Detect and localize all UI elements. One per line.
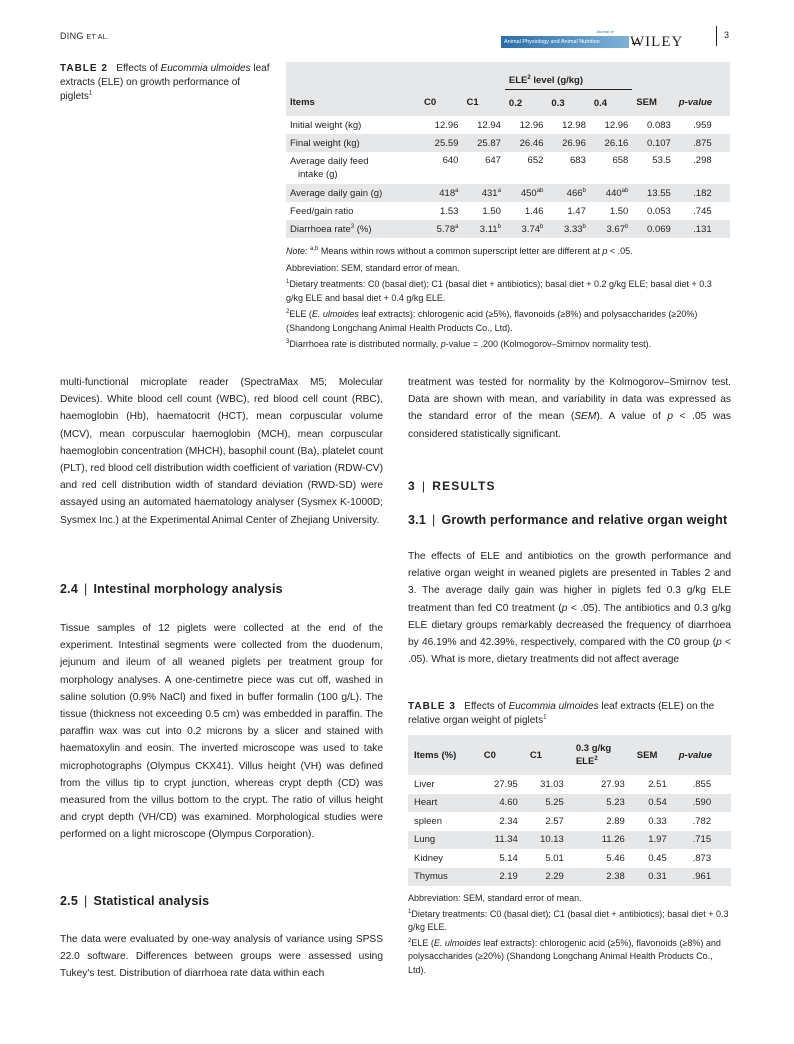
table-row xyxy=(286,184,730,202)
table2-col-header: 0.2 xyxy=(505,90,547,117)
section-title: Growth performance and relative organ weight xyxy=(441,513,728,527)
table-row xyxy=(286,116,730,134)
table3-caption xyxy=(408,700,731,728)
section-3-heading xyxy=(408,479,496,493)
table3-footnote-1 xyxy=(408,908,731,935)
note-end: < .05. xyxy=(607,246,633,256)
row-label: Liver xyxy=(414,778,435,790)
publisher-logo: WILEY xyxy=(630,34,684,50)
section-bar: | xyxy=(431,513,436,527)
text: < .05). What is more, dietary treatments did not affect average xyxy=(408,637,731,666)
section-bar: | xyxy=(83,894,88,908)
author-suffix: ET AL. xyxy=(86,34,110,41)
row-label: Average daily gain (g) xyxy=(286,184,420,202)
cell: 652 xyxy=(527,155,544,166)
table3-col-header: SEM xyxy=(631,735,673,775)
cell: 31.03 xyxy=(540,778,564,790)
cell: 11.26 xyxy=(570,831,631,850)
running-head-author xyxy=(60,31,109,41)
cell-sup: b xyxy=(582,187,586,194)
table2-abbrev: Abbreviation: SEM, standard error of mean. xyxy=(286,262,460,273)
table2 xyxy=(286,62,730,238)
table2-caption xyxy=(60,62,270,104)
header-line1: 0.3 g/kg xyxy=(575,743,612,754)
cell-value: 418 xyxy=(439,187,456,199)
row-label: Initial weight (kg) xyxy=(290,119,362,131)
table2-col-header: 0.4 xyxy=(590,90,632,117)
cell xyxy=(590,184,632,202)
cell: 647 xyxy=(485,155,501,166)
table-row xyxy=(408,868,731,887)
table-row xyxy=(286,220,730,238)
pvalue-header: p-value xyxy=(678,749,712,761)
fn-mark: 3 xyxy=(286,339,290,345)
section-2-5-heading xyxy=(60,894,209,908)
cell xyxy=(547,220,589,238)
table-row xyxy=(286,134,730,152)
cell: 5.25 xyxy=(524,794,570,813)
cell: 0.33 xyxy=(648,815,667,827)
table-row xyxy=(408,794,731,813)
cell: 0.083 xyxy=(647,119,671,131)
table3-caption-sup: 1 xyxy=(543,714,547,721)
cell: .745 xyxy=(693,205,712,217)
table-row xyxy=(286,152,730,184)
table2-caption-sup: 1 xyxy=(88,90,93,97)
table2-footnote-1 xyxy=(286,278,730,305)
cell: 11.34 xyxy=(478,831,524,850)
cell: 2.19 xyxy=(478,868,524,887)
cell: 26.46 xyxy=(505,134,547,152)
cell xyxy=(420,184,462,202)
cell: 12.96 xyxy=(604,119,629,131)
row-label xyxy=(286,220,420,238)
cell: 0.107 xyxy=(632,134,674,152)
cell-sup: b xyxy=(540,223,544,230)
fn2-pre: ELE ( xyxy=(289,309,312,319)
text-italic: p xyxy=(667,411,674,423)
journal-small-label: Journal of xyxy=(596,29,614,34)
table-row xyxy=(408,775,731,794)
cell: 1.47 xyxy=(567,205,586,217)
row-label: spleen xyxy=(414,815,442,827)
cell-value: 3.67 xyxy=(606,223,625,235)
table3-abbrev: Abbreviation: SEM, standard error of mean. xyxy=(408,893,582,903)
fn-mark: 2 xyxy=(408,937,412,944)
cell: 2.29 xyxy=(524,868,570,887)
cell: 5.01 xyxy=(545,852,564,864)
fn-mark: 1 xyxy=(408,908,412,915)
cell xyxy=(547,184,589,202)
cell-value: 3.74 xyxy=(521,223,541,235)
cell: 2.38 xyxy=(570,868,631,887)
table2-col-header: C0 xyxy=(420,90,462,117)
cell: 2.34 xyxy=(499,815,518,827)
row-label: Feed/gain ratio xyxy=(290,205,354,217)
row-label-sup: 3 xyxy=(350,223,355,230)
text: The effects of ELE and antibiotics on the growth performance and relative organ weight in weaned piglets are presented in Tables 2 and 3. The average daily gain was higher in piglets fed 0.3 g/kg ELE treatment than fed C0 treatment ( xyxy=(408,551,731,614)
cell-sup: a xyxy=(455,187,459,194)
text-italic: p xyxy=(716,637,722,649)
pvalue-header: p-value xyxy=(678,97,713,109)
group-header-sup: 2 xyxy=(527,74,531,81)
fn1-text: Dietary treatments: C0 (basal diet); C1 (basal diet + antibiotics); basal diet + 0.3 g/kg ELE. xyxy=(408,908,729,932)
text-italic: p xyxy=(561,602,568,614)
table2-col-header: 0.3 xyxy=(547,90,589,117)
section-title: Intestinal morphology analysis xyxy=(93,582,283,596)
cell: 27.93 xyxy=(601,778,625,790)
text: < .05). The antibiotics and 0.3 g/kg ELE dietary groups remarkably decreased the frequency of diarrhoea by 46.19% and 42.39%, respectively, compared with the C0 group ( xyxy=(408,602,732,649)
cell: 683 xyxy=(570,155,586,166)
table-row xyxy=(408,812,731,831)
cell: 26.16 xyxy=(590,134,632,152)
fn2-italic: E. ulmoides xyxy=(311,309,359,319)
fn2-pre: ELE ( xyxy=(411,937,434,948)
cell xyxy=(505,184,547,202)
text: ). A value of xyxy=(596,411,668,423)
row-label: Thymus xyxy=(408,868,478,887)
left-para-2: Tissue samples of 12 piglets were collected at the end of the experiment. Intestinal segments were collected from the duodenum, jejunum and ileum of all weaned piglets per treatment group for morphology analyses. A one-centimetre piece was cut off, washed in saline solution (0.9% NaCl) and fixed in buffer formalin (100 g/L). The tissue (thickness not exceeding 0.5 cm) was embedded in paraffin. The paraffin wax was cut into 0.2 microns by a slicer and stained with haematoxylin and eosin. The inverted microscope was used to take microphotographs (Olympus CKX41). Villus height (VH) was defined from the villus tip to crypt junction, whereas crypt depth (CD) was measured from the villus bottom to the crypt. The ratio of villus height and crypt depth (VH/CD) was examined. Morphological studies were performed on a light microscope (Olympus Corporation). xyxy=(60,623,383,841)
cell: .873 xyxy=(692,852,712,864)
table2-empty-head xyxy=(632,62,674,90)
cell-value: 431 xyxy=(481,187,498,199)
cell-value: 3.11 xyxy=(479,223,498,235)
table2-empty-head xyxy=(420,62,462,90)
left-para-1: multi-functional microplate reader (SpectraMax M5; Molecular Devices). White blood cell count (WBC), red blood cell count (RBC), haemoglobin (Hb), haematocrit (HCT), mean corpuscular volume (MCV), mean corpuscular haemoglobin (MCH), mean corpuscular haemoglobin concentration (MHCH), basophil count (Ba), platelet count (PLT), red blood cell distribution width coefficient of variation (RDW-CV) and red cell distribution width of standard deviation (RWD-SD) were assayed using an automated haematology analyser (Sysmex K-1000D; Sysmex Inc.) at the Experimental Animal Center of Zhejiang University. xyxy=(60,377,383,526)
right-para-2 xyxy=(408,548,731,668)
journal-badge[interactable]: Animal Physiology and Animal Nutrition xyxy=(501,36,629,48)
cell-sup: a xyxy=(455,223,459,230)
row-label-text: Diarrhoea rate xyxy=(290,223,351,235)
row-label-line1: Average daily feed xyxy=(290,156,369,167)
table2-label: TABLE 2 xyxy=(60,63,108,74)
table2-note xyxy=(286,245,730,259)
cell: 10.13 xyxy=(524,831,570,850)
cell: 5.46 xyxy=(606,852,625,864)
cell-sup: ab xyxy=(621,187,629,194)
cell: .959 xyxy=(693,119,712,131)
cell xyxy=(462,220,504,238)
cell: 658 xyxy=(612,155,629,166)
cell-value: 440 xyxy=(605,187,622,199)
fn2-post: leaf extracts): chlorogenic acid (≥5%), flavonoids (≥8%) and polysaccharides (≥20%) (Shandong Longchang Animal Health Products Co., Ltd). xyxy=(286,309,698,333)
table3-notes xyxy=(408,892,731,977)
note-p: p xyxy=(602,246,608,256)
fn3-italic: p xyxy=(440,339,446,349)
cell-sup: b xyxy=(497,223,501,230)
table2-col-header: Items xyxy=(286,90,420,117)
cell: 2.57 xyxy=(545,815,564,827)
cell-value: 3.33 xyxy=(564,223,583,235)
fn3-post: -value = .200 (Kolmogorov–Smirnov normality test). xyxy=(445,339,652,349)
cell: 12.96 xyxy=(434,119,459,131)
cell: .782 xyxy=(692,815,712,827)
table3-col-header xyxy=(570,735,631,775)
table3-footnote-2 xyxy=(408,937,731,978)
fn1-text: Dietary treatments: C0 (basal diet); C1 (basal diet + antibiotics); basal diet + 0.2 g/kg ELE; basal diet + 0.3 g/kg ELE and basal diet + 0.4 g/kg ELE. xyxy=(286,279,712,303)
table3-caption-post: leaf extracts (ELE) on the relative organ weight of piglets xyxy=(408,701,715,726)
cell-sup: ab xyxy=(536,187,544,194)
table2-empty-head xyxy=(462,62,504,90)
cell: 12.98 xyxy=(562,119,586,131)
page-number: 3 xyxy=(724,30,730,40)
table2-empty-head xyxy=(286,62,420,90)
header-line2: ELE xyxy=(575,756,595,767)
table3-col-header xyxy=(673,735,731,775)
table3-col-header: Items (%) xyxy=(408,735,478,775)
table3-caption-pre: Effects of xyxy=(464,701,509,712)
table2-caption-italic: Eucommia ulmoides xyxy=(160,63,251,74)
cell: .182 xyxy=(675,184,730,202)
section-title: Statistical analysis xyxy=(93,894,210,908)
section-2-4-heading xyxy=(60,582,283,596)
cell: .855 xyxy=(692,778,712,790)
fn2-italic: E. ulmoides xyxy=(433,937,481,948)
cell: 5.14 xyxy=(499,852,518,864)
cell: 2.51 xyxy=(648,778,667,790)
row-label-unit: (%) xyxy=(354,223,372,235)
table2-col-header xyxy=(675,90,730,117)
text: < .05 was considered statistically significant. xyxy=(408,411,731,440)
fn-mark: 2 xyxy=(286,309,290,315)
header-divider xyxy=(716,26,717,46)
cell xyxy=(420,220,462,238)
fn3-pre: Diarrhoea rate is distributed normally, xyxy=(289,339,441,349)
fn2-post: leaf extracts): chlorogenic acid (≥5%), flavonoids (≥8%) and polysaccharides (≥20%) (Shandong Longchang Animal Health Products Co., Ltd). xyxy=(408,937,721,975)
cell: 0.069 xyxy=(632,220,674,238)
cell: 12.94 xyxy=(477,119,501,131)
section-number: 3 xyxy=(408,479,416,493)
table3-col-header: C1 xyxy=(524,735,570,775)
cell-value: 466 xyxy=(566,187,583,199)
cell xyxy=(505,220,547,238)
cell: 1.46 xyxy=(524,205,544,217)
note-label: Note: xyxy=(286,246,308,256)
cell-sup: a xyxy=(497,187,501,194)
section-number: 2.5 xyxy=(60,894,78,908)
cell: 0.54 xyxy=(631,794,673,813)
table2-col-header: SEM xyxy=(632,90,674,117)
table2-notes xyxy=(286,245,730,352)
table3-col-header: C0 xyxy=(478,735,524,775)
table2-group-header xyxy=(505,62,632,90)
cell: 0.053 xyxy=(647,205,671,217)
row-label: Kidney xyxy=(414,852,444,864)
cell: 53.5 xyxy=(652,155,671,166)
section-number: 3.1 xyxy=(408,513,426,527)
section-bar: | xyxy=(83,582,88,596)
table2-col-header: C1 xyxy=(462,90,504,117)
table3-caption-italic: Eucommia ulmoides xyxy=(508,701,599,712)
table2-caption-pre: Effects of xyxy=(116,63,161,74)
right-para-1 xyxy=(408,374,731,443)
table2-empty-head xyxy=(675,62,730,90)
cell-value: 450 xyxy=(520,187,537,199)
cell: 0.31 xyxy=(631,868,673,887)
row-label: Lung xyxy=(408,831,478,850)
table-row xyxy=(408,849,731,868)
cell: 13.55 xyxy=(632,184,674,202)
cell: .875 xyxy=(675,134,730,152)
fn-mark: 1 xyxy=(286,279,290,285)
text-italic: SEM xyxy=(574,411,597,423)
cell: 25.87 xyxy=(462,134,504,152)
left-para-3: The data were evaluated by one-way analysis of variance using SPSS 22.0 software. Differences between groups were assessed using Tukey's test. Distribution of diarrhoea rate data within each xyxy=(60,934,383,980)
cell: 1.53 xyxy=(439,205,459,217)
table3-label: TABLE 3 xyxy=(408,701,456,712)
cell-value: 5.78 xyxy=(436,223,456,235)
note-text: Means within rows without a common superscript letter are different at xyxy=(318,246,603,256)
cell: 12.96 xyxy=(519,119,544,131)
row-label xyxy=(286,152,420,184)
row-label: Heart xyxy=(408,794,478,813)
cell: .131 xyxy=(675,220,730,238)
row-label-line2: intake (g) xyxy=(298,169,338,180)
cell: 25.59 xyxy=(420,134,462,152)
cell: 27.95 xyxy=(494,778,518,790)
header-sup: 2 xyxy=(594,755,598,762)
cell: 0.45 xyxy=(648,852,667,864)
cell-sup: b xyxy=(624,223,629,230)
table-row xyxy=(408,831,731,850)
cell: 1.50 xyxy=(482,205,501,217)
section-title: RESULTS xyxy=(432,479,496,493)
table3 xyxy=(408,735,731,886)
cell: 640 xyxy=(442,155,459,166)
group-header-pre: ELE xyxy=(508,75,528,86)
note-sup: a,b xyxy=(310,246,319,252)
cell: 4.60 xyxy=(478,794,524,813)
cell: 1.50 xyxy=(609,205,629,217)
section-3-1-heading xyxy=(408,513,727,527)
section-number: 2.4 xyxy=(60,582,78,596)
table2-caption-post: leaf extracts (ELE) on growth performance of piglets xyxy=(60,63,270,102)
author-name: DING xyxy=(60,31,84,41)
table2-footnote-2 xyxy=(286,308,730,335)
cell: .590 xyxy=(673,794,731,813)
table2-footnote-3 xyxy=(286,338,730,352)
text: treatment was tested for normality by the Kolmogorov–Smirnov test. Data are shown with mean, and variability in data was expressed as the standard error of the mean ( xyxy=(408,377,731,423)
cell: 1.97 xyxy=(631,831,673,850)
cell: 2.89 xyxy=(606,815,625,827)
cell: 26.96 xyxy=(547,134,589,152)
cell-sup: b xyxy=(582,223,586,230)
group-header-post: level (g/kg) xyxy=(530,75,584,86)
cell: 5.23 xyxy=(570,794,631,813)
table-row xyxy=(286,202,730,220)
section-bar: | xyxy=(421,479,427,493)
cell: .961 xyxy=(673,868,731,887)
cell xyxy=(462,184,504,202)
row-label: Final weight (kg) xyxy=(286,134,420,152)
cell xyxy=(590,220,632,238)
cell: .715 xyxy=(673,831,731,850)
cell: .298 xyxy=(693,155,712,166)
